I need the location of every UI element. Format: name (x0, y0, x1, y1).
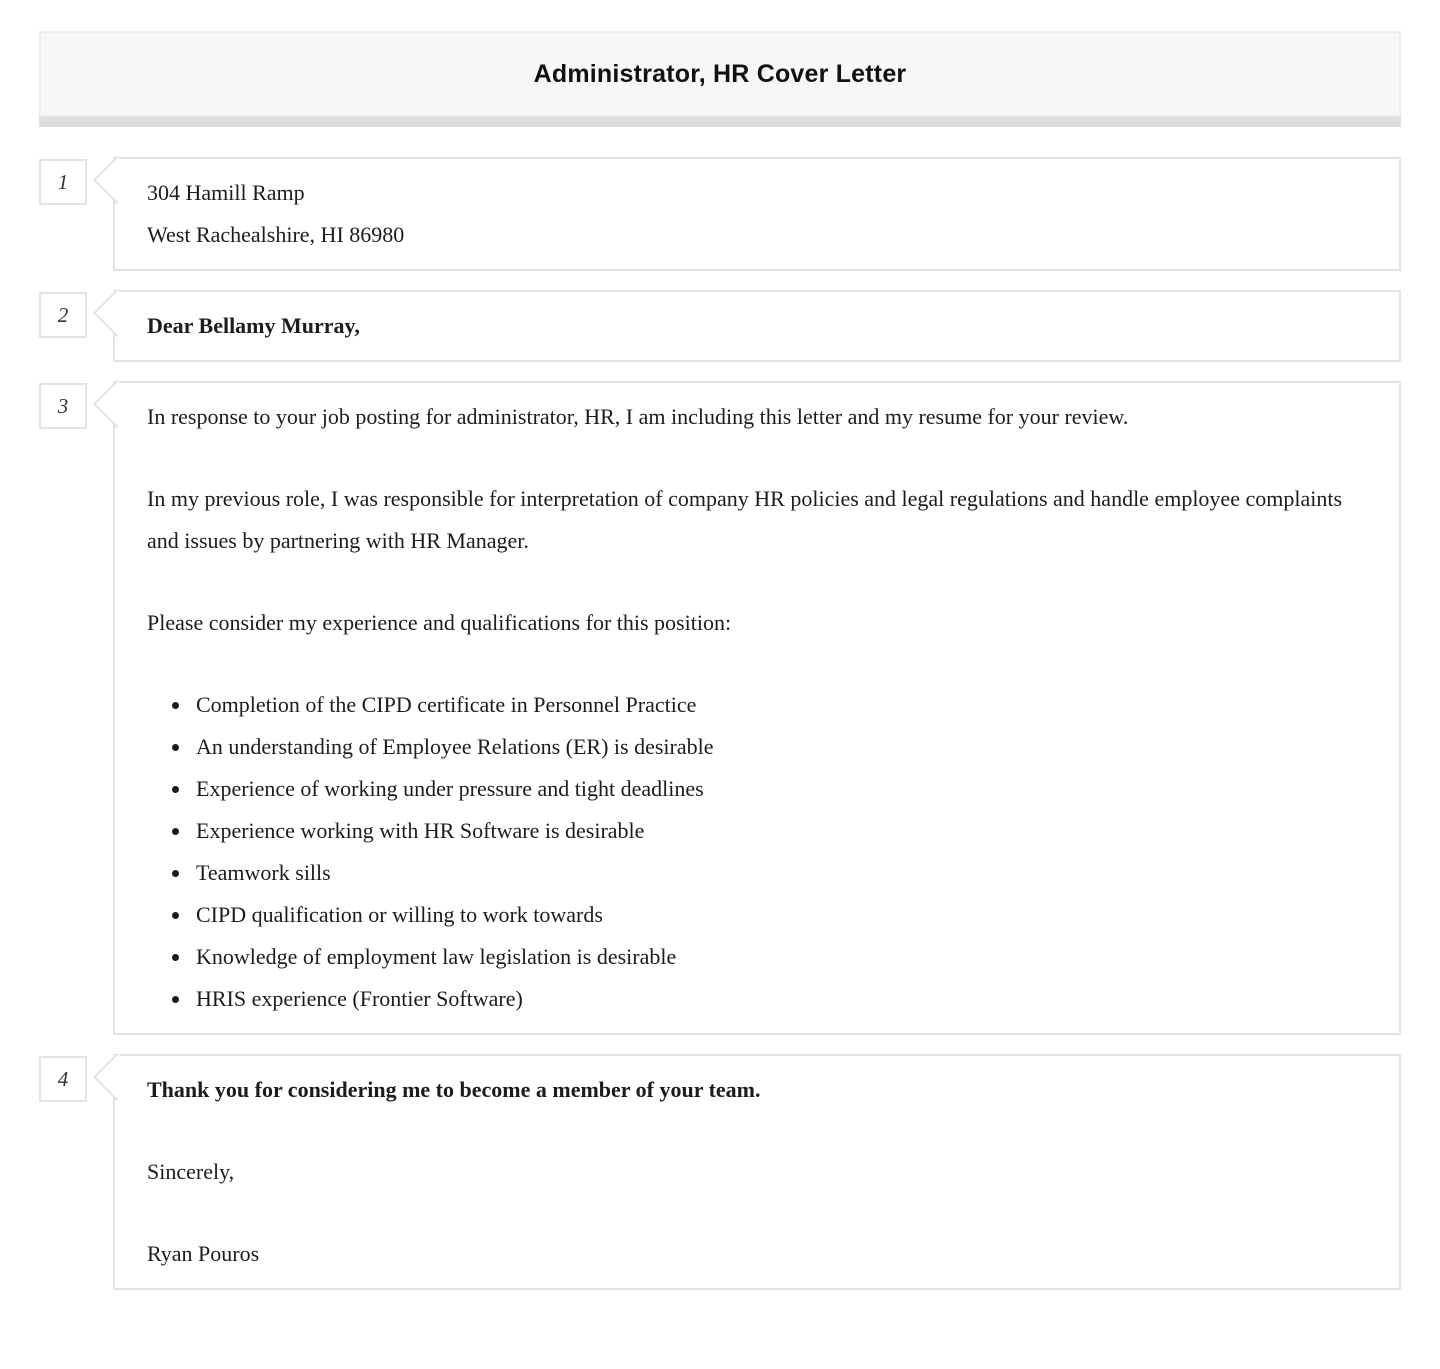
badge-number: 1 (57, 169, 69, 194)
body-paragraph-1: In response to your job posting for administrator, HR, I am including this letter and my resume for your review. (147, 404, 1129, 429)
salutation-text: Dear Bellamy Murray, (147, 313, 360, 338)
salutation-bubble (113, 290, 1401, 362)
body-paragraph-2: In my previous role, I was responsible for interpretation of company HR policies and legal regulations and handle employee complaints and issues by partnering with HR Manager. (147, 486, 1343, 553)
section-number-badge-4 (39, 1056, 87, 1102)
address-line-2: West Rachealshire, HI 86980 (147, 222, 405, 247)
section-address (39, 157, 1401, 271)
address-line-1: 304 Hamill Ramp (147, 180, 305, 205)
qualification-item: • Completion of the CIPD certificate in Personnel Practice (192, 684, 1367, 726)
qualification-item: • Teamwork sills (192, 852, 1367, 894)
thanks-text: Thank you for considering me to become a member of your team. (147, 1077, 761, 1102)
section-number-badge-2 (39, 292, 87, 338)
section-salutation (39, 290, 1401, 362)
qualification-item: • Experience of working under pressure and tight deadlines (192, 768, 1367, 810)
section-closing (39, 1054, 1401, 1290)
section-number-badge-3 (39, 383, 87, 429)
header-divider (39, 117, 1401, 127)
badge-number: 2 (57, 302, 69, 327)
page-title-bar (39, 31, 1401, 117)
closing-bubble (113, 1054, 1401, 1290)
qualification-item: • Knowledge of employment law legislation is desirable (192, 936, 1367, 978)
signoff-text: Sincerely, (147, 1159, 235, 1184)
body-paragraph-3: Please consider my experience and qualifications for this position: (147, 610, 732, 635)
address-bubble (113, 157, 1401, 271)
badge-number: 3 (57, 393, 69, 418)
page-title: Administrator, HR Cover Letter (533, 59, 907, 88)
badge-number: 4 (57, 1066, 69, 1091)
qualification-item: • HRIS experience (Frontier Software) (192, 978, 1367, 1020)
body-bubble (113, 381, 1401, 1035)
qualification-item: • An understanding of Employee Relations (ER) is desirable (192, 726, 1367, 768)
signature-text: Ryan Pouros (147, 1241, 260, 1266)
qualification-item: • CIPD qualification or willing to work towards (192, 894, 1367, 936)
section-number-badge-1 (39, 159, 87, 205)
qualification-list (147, 684, 1367, 1020)
section-body (39, 381, 1401, 1035)
qualification-item: • Experience working with HR Software is desirable (192, 810, 1367, 852)
